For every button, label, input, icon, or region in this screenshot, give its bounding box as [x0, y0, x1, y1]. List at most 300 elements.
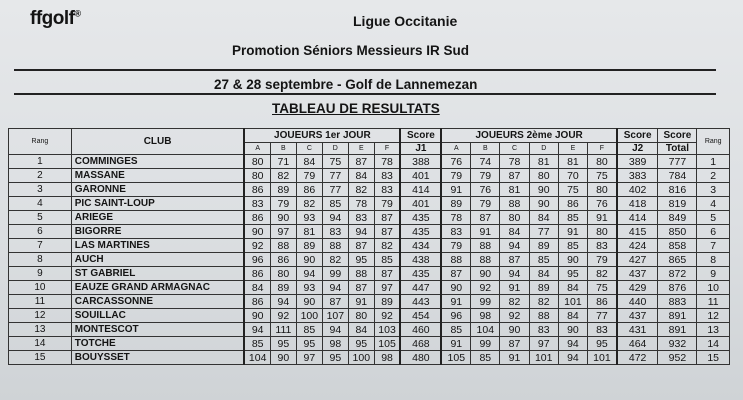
day1-score-cell: 79: [374, 197, 400, 211]
j2-total-cell: 437: [617, 309, 658, 323]
day2-score-cell: 83: [529, 323, 558, 337]
club-cell: COMMINGES: [71, 155, 244, 169]
final-rank-cell: 12: [697, 309, 730, 323]
final-rank-cell: 7: [697, 239, 730, 253]
day1-score-cell: 98: [322, 337, 348, 351]
final-rank-cell: 5: [697, 211, 730, 225]
final-rank-cell: 14: [697, 337, 730, 351]
day2-score-cell: 105: [441, 351, 470, 365]
grand-total-cell: 784: [658, 169, 697, 183]
table-row: [9, 351, 730, 365]
day1-score-cell: 82: [322, 253, 348, 267]
letter-header: E: [348, 143, 374, 155]
day1-score-cell: 86: [244, 183, 270, 197]
day1-score-cell: 77: [322, 169, 348, 183]
day1-score-cell: 81: [296, 225, 322, 239]
day2-score-cell: 96: [441, 309, 470, 323]
total-header-top: Score: [658, 129, 697, 143]
day1-score-cell: 111: [270, 323, 296, 337]
day1-score-cell: 97: [270, 225, 296, 239]
day1-score-cell: 82: [270, 169, 296, 183]
day2-score-cell: 94: [558, 337, 587, 351]
day1-score-cell: 79: [296, 169, 322, 183]
day1-score-cell: 79: [270, 197, 296, 211]
day2-score-cell: 91: [441, 183, 470, 197]
table-row: [9, 225, 730, 239]
club-cell: MONTESCOT: [71, 323, 244, 337]
final-rank-cell: 6: [697, 225, 730, 239]
club-cell: BIGORRE: [71, 225, 244, 239]
day1-score-cell: 95: [270, 337, 296, 351]
day1-score-cell: 78: [348, 197, 374, 211]
day2-score-cell: 88: [471, 239, 500, 253]
day1-score-cell: 94: [322, 211, 348, 225]
table-row: [9, 169, 730, 183]
rank-cell: 14: [9, 337, 72, 351]
day2-score-cell: 83: [441, 225, 470, 239]
day2-score-cell: 101: [529, 351, 558, 365]
j1-total-cell: 435: [400, 225, 441, 239]
grand-total-cell: 819: [658, 197, 697, 211]
grand-total-cell: 777: [658, 155, 697, 169]
j2-total-cell: 402: [617, 183, 658, 197]
score-j1-header: Score: [400, 129, 441, 143]
rank-cell: 5: [9, 211, 72, 225]
grand-total-cell: 952: [658, 351, 697, 365]
day2-score-cell: 87: [500, 169, 529, 183]
grand-total-cell: 865: [658, 253, 697, 267]
day1-score-cell: 85: [296, 323, 322, 337]
day1-score-cell: 90: [296, 295, 322, 309]
letter-header: F: [588, 143, 617, 155]
day2-score-cell: 87: [500, 337, 529, 351]
j1-total-cell: 443: [400, 295, 441, 309]
letter-header: B: [270, 143, 296, 155]
letter-header: A: [244, 143, 270, 155]
j2-total-cell: 429: [617, 281, 658, 295]
club-cell: MASSANE: [71, 169, 244, 183]
table-row: [9, 239, 730, 253]
table-row: [9, 281, 730, 295]
day2-score-cell: 86: [588, 295, 617, 309]
day2-score-cell: 91: [441, 337, 470, 351]
day1-score-cell: 95: [348, 337, 374, 351]
day1-score-cell: 84: [348, 169, 374, 183]
j1-total-cell: 447: [400, 281, 441, 295]
day1-score-cell: 86: [244, 295, 270, 309]
day2-score-cell: 90: [441, 281, 470, 295]
day1-score-cell: 83: [322, 225, 348, 239]
day1-score-cell: 78: [374, 155, 400, 169]
day2-score-cell: 90: [529, 183, 558, 197]
day2-score-cell: 88: [500, 197, 529, 211]
club-cell: EAUZE GRAND ARMAGNAC: [71, 281, 244, 295]
rank-header: Rang: [9, 129, 72, 155]
day1-score-cell: 86: [244, 267, 270, 281]
day1-score-cell: 87: [374, 211, 400, 225]
final-rank-cell: 3: [697, 183, 730, 197]
day1-score-cell: 90: [244, 309, 270, 323]
day1-score-cell: 87: [348, 239, 374, 253]
day1-score-cell: 100: [348, 351, 374, 365]
day1-score-cell: 84: [348, 323, 374, 337]
final-rank-cell: 13: [697, 323, 730, 337]
day2-score-cell: 79: [441, 239, 470, 253]
table-row: [9, 267, 730, 281]
day1-score-cell: 93: [296, 281, 322, 295]
day1-score-cell: 80: [244, 155, 270, 169]
table-row: [9, 211, 730, 225]
score-j2-header: Score: [617, 129, 658, 143]
final-rank-cell: 1: [697, 155, 730, 169]
table-row: [9, 323, 730, 337]
day2-score-cell: 95: [588, 337, 617, 351]
day2-score-cell: 88: [471, 253, 500, 267]
day2-score-cell: 92: [471, 281, 500, 295]
rank-cell: 4: [9, 197, 72, 211]
day2-score-cell: 91: [471, 225, 500, 239]
day1-score-cell: 86: [270, 253, 296, 267]
day2-score-cell: 91: [588, 211, 617, 225]
day2-score-cell: 80: [529, 169, 558, 183]
day1-score-cell: 87: [348, 281, 374, 295]
grand-total-cell: 932: [658, 337, 697, 351]
header-row-1: [9, 129, 730, 143]
grand-total-cell: 816: [658, 183, 697, 197]
day2-score-cell: 90: [558, 323, 587, 337]
day1-score-cell: 88: [348, 267, 374, 281]
day2-score-cell: 90: [500, 323, 529, 337]
j1-total-cell: 468: [400, 337, 441, 351]
rank-cell: 2: [9, 169, 72, 183]
day1-score-cell: 93: [296, 211, 322, 225]
day1-score-cell: 80: [244, 169, 270, 183]
letter-header: C: [296, 143, 322, 155]
day1-score-cell: 77: [322, 183, 348, 197]
day2-score-cell: 90: [558, 253, 587, 267]
club-cell: CARCASSONNE: [71, 295, 244, 309]
day2-score-cell: 101: [558, 295, 587, 309]
rank-cell: 9: [9, 267, 72, 281]
day1-score-cell: 83: [374, 183, 400, 197]
club-cell: SOUILLAC: [71, 309, 244, 323]
rank-cell: 11: [9, 295, 72, 309]
j2-total-cell: 424: [617, 239, 658, 253]
day1-score-cell: 99: [322, 267, 348, 281]
day2-score-cell: 83: [588, 239, 617, 253]
day1-score-cell: 90: [270, 211, 296, 225]
rank-cell: 10: [9, 281, 72, 295]
j2-total-cell: 440: [617, 295, 658, 309]
day1-score-cell: 83: [348, 211, 374, 225]
day1-score-cell: 90: [296, 253, 322, 267]
grand-total-cell: 891: [658, 323, 697, 337]
day2-score-cell: 79: [441, 169, 470, 183]
results-table: [8, 128, 730, 365]
rank-cell: 12: [9, 309, 72, 323]
day2-score-cell: 81: [529, 155, 558, 169]
ffgolf-logo: ffgolf®: [30, 8, 81, 29]
day2-score-cell: 104: [471, 323, 500, 337]
letter-header: C: [500, 143, 529, 155]
day2-score-cell: 70: [558, 169, 587, 183]
rank-cell: 13: [9, 323, 72, 337]
grand-total-cell: 872: [658, 267, 697, 281]
j2-total-cell: 415: [617, 225, 658, 239]
day1-score-cell: 80: [270, 267, 296, 281]
table-row: [9, 309, 730, 323]
club-cell: ST GABRIEL: [71, 267, 244, 281]
day2-score-cell: 83: [588, 323, 617, 337]
rank-cell: 1: [9, 155, 72, 169]
grand-total-cell: 858: [658, 239, 697, 253]
grand-total-cell: 850: [658, 225, 697, 239]
day1-score-cell: 82: [374, 239, 400, 253]
day2-score-cell: 76: [441, 155, 470, 169]
day1-score-cell: 95: [348, 253, 374, 267]
rank-cell: 8: [9, 253, 72, 267]
day1-score-cell: 92: [374, 309, 400, 323]
day1-score-cell: 107: [322, 309, 348, 323]
club-cell: GARONNE: [71, 183, 244, 197]
competition-title: Promotion Séniors Messieurs IR Sud: [232, 43, 470, 58]
day2-score-cell: 91: [500, 281, 529, 295]
j2-total-cell: 383: [617, 169, 658, 183]
day1-score-cell: 85: [374, 253, 400, 267]
day1-score-cell: 88: [322, 239, 348, 253]
day1-score-cell: 97: [296, 351, 322, 365]
letter-header: E: [558, 143, 587, 155]
day2-score-cell: 91: [500, 351, 529, 365]
day1-score-cell: 83: [244, 197, 270, 211]
j2-total-cell: 414: [617, 211, 658, 225]
day1-score-cell: 94: [322, 323, 348, 337]
j1-total-cell: 438: [400, 253, 441, 267]
day2-score-cell: 99: [471, 295, 500, 309]
day1-score-cell: 105: [374, 337, 400, 351]
grand-total-cell: 849: [658, 211, 697, 225]
day1-score-cell: 87: [374, 225, 400, 239]
table-row: [9, 183, 730, 197]
day2-score-cell: 82: [529, 295, 558, 309]
letter-header: F: [374, 143, 400, 155]
day1-score-cell: 90: [270, 351, 296, 365]
day2-score-cell: 78: [441, 211, 470, 225]
day2-score-cell: 87: [500, 253, 529, 267]
date-venue: 27 & 28 septembre - Golf de Lannemezan: [214, 77, 478, 92]
rank-cell: 6: [9, 225, 72, 239]
final-rank-cell: 11: [697, 295, 730, 309]
day2-score-cell: 94: [558, 351, 587, 365]
day2-score-cell: 79: [588, 253, 617, 267]
day2-score-cell: 89: [529, 281, 558, 295]
day2-score-cell: 90: [471, 267, 500, 281]
day1-score-cell: 87: [322, 295, 348, 309]
day2-score-cell: 80: [500, 211, 529, 225]
day1-score-cell: 90: [244, 225, 270, 239]
day2-score-cell: 75: [588, 281, 617, 295]
day1-score-cell: 82: [348, 183, 374, 197]
day2-score-cell: 89: [529, 239, 558, 253]
day2-score-cell: 75: [558, 183, 587, 197]
day1-score-cell: 94: [270, 295, 296, 309]
rank-right-header: Rang: [697, 129, 730, 155]
day2-score-cell: 85: [441, 323, 470, 337]
day2-score-cell: 85: [529, 253, 558, 267]
day2-score-cell: 80: [588, 183, 617, 197]
club-cell: LAS MARTINES: [71, 239, 244, 253]
grand-total-cell: 876: [658, 281, 697, 295]
day1-score-cell: 89: [270, 281, 296, 295]
day2-score-cell: 82: [500, 295, 529, 309]
day2-score-cell: 85: [471, 351, 500, 365]
j1-total-cell: 434: [400, 239, 441, 253]
day1-score-cell: 85: [322, 197, 348, 211]
letter-header: D: [529, 143, 558, 155]
letter-header: A: [441, 143, 470, 155]
day1-score-cell: 92: [244, 239, 270, 253]
final-rank-cell: 2: [697, 169, 730, 183]
table-row: [9, 295, 730, 309]
divider-top: [14, 69, 716, 71]
final-rank-cell: 9: [697, 267, 730, 281]
day2-score-cell: 80: [588, 225, 617, 239]
day2-score-cell: 79: [471, 197, 500, 211]
day2-score-cell: 84: [558, 309, 587, 323]
j2-header: J2: [617, 143, 658, 155]
table-row: [9, 155, 730, 169]
day2-score-cell: 84: [558, 281, 587, 295]
day1-score-cell: 96: [244, 253, 270, 267]
results-body: [9, 155, 730, 365]
final-rank-cell: 15: [697, 351, 730, 365]
day1-score-cell: 94: [322, 281, 348, 295]
day2-score-cell: 89: [441, 197, 470, 211]
club-cell: ARIEGE: [71, 211, 244, 225]
club-cell: AUCH: [71, 253, 244, 267]
j1-total-cell: 388: [400, 155, 441, 169]
day1-score-cell: 89: [270, 183, 296, 197]
j2-total-cell: 472: [617, 351, 658, 365]
day2-score-cell: 77: [588, 309, 617, 323]
final-rank-cell: 4: [697, 197, 730, 211]
rank-cell: 3: [9, 183, 72, 197]
day2-score-cell: 91: [441, 295, 470, 309]
day2-score-cell: 84: [529, 267, 558, 281]
day1-score-cell: 92: [270, 309, 296, 323]
j2-total-cell: 437: [617, 267, 658, 281]
grand-total-cell: 891: [658, 309, 697, 323]
day2-score-cell: 86: [558, 197, 587, 211]
day2-score-cell: 98: [471, 309, 500, 323]
day2-score-cell: 79: [471, 169, 500, 183]
day2-score-cell: 81: [500, 183, 529, 197]
day1-score-cell: 95: [322, 351, 348, 365]
j1-total-cell: 401: [400, 169, 441, 183]
j1-header: J1: [400, 143, 441, 155]
j1-total-cell: 414: [400, 183, 441, 197]
day2-score-cell: 92: [500, 309, 529, 323]
day1-score-cell: 94: [296, 267, 322, 281]
club-header: CLUB: [71, 129, 244, 155]
day1-score-cell: 91: [348, 295, 374, 309]
j2-total-cell: 418: [617, 197, 658, 211]
club-cell: PIC SAINT-LOUP: [71, 197, 244, 211]
table-row: [9, 337, 730, 351]
day2-score-cell: 74: [471, 155, 500, 169]
table-title: TABLEAU DE RESULTATS: [272, 101, 440, 116]
day2-score-cell: 81: [558, 155, 587, 169]
league-title: Ligue Occitanie: [353, 13, 458, 29]
j1-total-cell: 460: [400, 323, 441, 337]
day1-score-cell: 80: [348, 309, 374, 323]
club-cell: BOUYSSET: [71, 351, 244, 365]
rank-cell: 7: [9, 239, 72, 253]
day1-score-cell: 94: [244, 323, 270, 337]
day1-score-cell: 104: [244, 351, 270, 365]
day2-score-cell: 75: [588, 169, 617, 183]
rank-cell: 15: [9, 351, 72, 365]
day2-score-cell: 76: [471, 183, 500, 197]
day2-score-cell: 85: [558, 211, 587, 225]
day1-score-cell: 83: [374, 169, 400, 183]
day1-score-cell: 86: [244, 211, 270, 225]
day1-score-cell: 87: [348, 155, 374, 169]
day2-score-cell: 78: [500, 155, 529, 169]
table-row: [9, 253, 730, 267]
letter-header: B: [471, 143, 500, 155]
j1-total-cell: 480: [400, 351, 441, 365]
j1-total-cell: 454: [400, 309, 441, 323]
j2-total-cell: 431: [617, 323, 658, 337]
final-rank-cell: 10: [697, 281, 730, 295]
day2-players-header: JOUEURS 2ème JOUR: [441, 129, 616, 143]
day1-score-cell: 87: [374, 267, 400, 281]
letter-header: D: [322, 143, 348, 155]
day2-score-cell: 76: [588, 197, 617, 211]
day2-score-cell: 94: [500, 239, 529, 253]
day1-score-cell: 85: [244, 337, 270, 351]
final-rank-cell: 8: [697, 253, 730, 267]
j2-total-cell: 427: [617, 253, 658, 267]
day2-score-cell: 82: [588, 267, 617, 281]
day2-score-cell: 88: [441, 253, 470, 267]
grand-total-cell: 883: [658, 295, 697, 309]
day1-score-cell: 71: [270, 155, 296, 169]
day2-score-cell: 87: [471, 211, 500, 225]
j2-total-cell: 464: [617, 337, 658, 351]
j1-total-cell: 401: [400, 197, 441, 211]
day1-score-cell: 75: [322, 155, 348, 169]
day2-score-cell: 91: [558, 225, 587, 239]
day2-score-cell: 85: [558, 239, 587, 253]
club-cell: TOTCHE: [71, 337, 244, 351]
day2-score-cell: 88: [529, 309, 558, 323]
day1-players-header: JOUEURS 1er JOUR: [244, 129, 400, 143]
day1-score-cell: 103: [374, 323, 400, 337]
day2-score-cell: 77: [529, 225, 558, 239]
day2-score-cell: 95: [558, 267, 587, 281]
j1-total-cell: 435: [400, 211, 441, 225]
table-row: [9, 197, 730, 211]
day2-score-cell: 87: [441, 267, 470, 281]
day1-score-cell: 89: [296, 239, 322, 253]
day1-score-cell: 95: [296, 337, 322, 351]
day1-score-cell: 84: [244, 281, 270, 295]
day2-score-cell: 80: [588, 155, 617, 169]
day2-score-cell: 97: [529, 337, 558, 351]
day1-score-cell: 98: [374, 351, 400, 365]
